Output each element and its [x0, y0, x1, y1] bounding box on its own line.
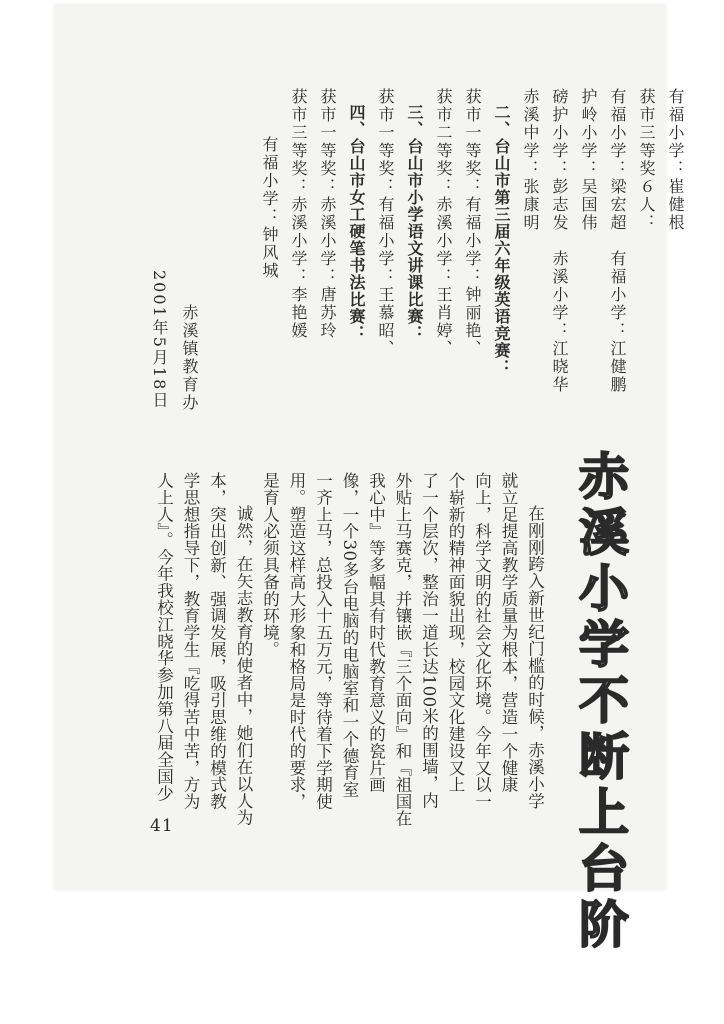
award-line: 磅护小学：彭志发 赤溪小学：江晓华: [550, 88, 569, 394]
award-line: 有福小学：钟风城: [260, 136, 279, 280]
award-list: [252, 88, 687, 394]
award-line: 赤溪中学：张康明: [521, 88, 540, 232]
body-line: 个崭新的精神面貌出现，校园文化建设又上: [446, 472, 465, 794]
section-heading: 三、台山市小学语文讲课比赛：: [405, 104, 424, 342]
body-line: 人上人』。今年我校江晓华参加第八届全国少: [154, 472, 174, 802]
body-line: 诚然，在矢志教育的使者中，她们在以人为: [234, 505, 253, 827]
body-line: 外贴上马赛克，并镶嵌『三个面向』和『祖国在: [393, 472, 412, 827]
body-line: 向上，科学文明的社会文化环境。今年又以一: [472, 472, 492, 810]
body-line: 了一个层次，整治一道长达100米的围墙，内: [419, 472, 439, 809]
body-line: 在刚刚跨入新世纪门槛的时候，赤溪小学: [525, 505, 545, 810]
section-heading: 四、台山市女工硬笔书法比赛：: [347, 104, 366, 342]
award-line: 获市一等奖：有福小学：王慕昭、: [376, 88, 395, 358]
signature-org: 赤溪镇教育办: [180, 304, 199, 412]
award-line: 护岭小学：吴国伟: [579, 88, 598, 232]
award-line: 获市三等奖６人：: [637, 88, 656, 232]
document-page: [54, 4, 685, 954]
award-line: 获市三等奖：赤溪小学：李艳媛: [289, 88, 308, 340]
body-line: 像，一个30多台电脑的电脑室和一个德育室: [340, 472, 359, 798]
section-heading: 二、台山市第三届六年级英语竞赛：: [492, 104, 511, 376]
body-line: 就立足提高教学质量为根本，营造一个健康: [499, 472, 518, 794]
page-number: 41: [150, 816, 174, 836]
article-body: [150, 472, 548, 827]
award-line: 获市一等奖：赤溪小学：唐苏玲: [318, 88, 337, 340]
body-line: 是育人必须具备的环境。: [260, 472, 280, 658]
body-line: 本，突出创新、强调发展，吸引思维的模式教: [207, 472, 227, 810]
body-line: 学思想指导下，教育学生『吃得苦中苦，方为: [181, 472, 200, 810]
award-line: 有福小学：崔健根: [666, 88, 685, 232]
body-line: 一齐上马，总投入十五万元，等待着下学期使: [313, 472, 333, 810]
award-line: 获市二等奖：赤溪小学：王肖婷、: [434, 88, 453, 358]
signature-date: 2001年5月18日: [150, 270, 169, 410]
award-line: 有福小学：梁宏超 有福小学：江健鹏: [608, 88, 627, 394]
award-line: 获市一等奖：有福小学：钟丽艳、: [463, 88, 482, 358]
body-line: 用。塑造这样高大形象和格局是时代的要求，: [287, 472, 306, 810]
article-title: 赤溪小学不断上台阶: [571, 450, 629, 954]
body-line: 我心中』等多幅具有时代教育意义的瓷片画: [366, 472, 386, 794]
